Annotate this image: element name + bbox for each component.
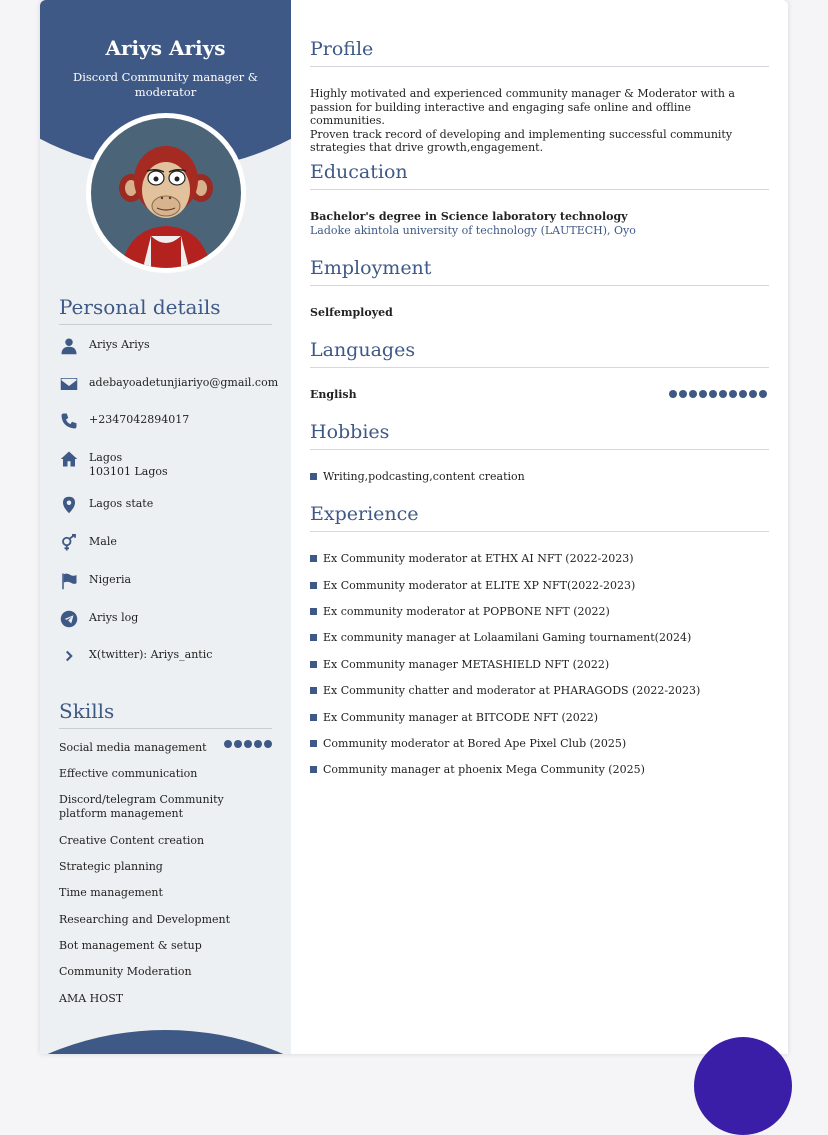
experience-text: Ex community manager at Lolaamilani Gaming tournament(2024) (323, 631, 692, 644)
language-rating-dot (759, 390, 767, 398)
experience-text: Ex community moderator at POPBONE NFT (2022) (323, 605, 610, 618)
gender-icon (59, 533, 79, 553)
detail-twitter-text: X(twitter): Ariys_antic (89, 648, 213, 661)
experience-item (310, 658, 769, 671)
employment-item: Selfemployed (310, 306, 393, 319)
profile-text (310, 87, 750, 155)
skill-rating-dot (264, 740, 272, 748)
personal-details-heading: Personal details (59, 295, 272, 325)
detail-email[interactable] (59, 374, 279, 394)
email-icon (59, 374, 79, 394)
resume-page (40, 0, 788, 1054)
experience-item (310, 579, 769, 592)
experience-item (310, 605, 769, 618)
experience-text: Ex Community manager at BITCODE NFT (2022) (323, 711, 599, 724)
bullet-square (310, 582, 317, 589)
skill-item: AMA HOST (59, 992, 124, 1005)
experience-item (310, 711, 769, 724)
flag-icon (59, 571, 79, 591)
bullet-square (310, 687, 317, 694)
education-school: Ladoke akintola university of technology (LAUTECH), Oyo (310, 224, 636, 237)
avatar (86, 113, 246, 273)
detail-telegram-text: Ariys log (89, 611, 139, 624)
person-icon (59, 336, 79, 356)
detail-country-text: Nigeria (89, 573, 132, 586)
skill-item: Social media management (59, 741, 207, 754)
experience-item (310, 684, 769, 697)
skill-item: Effective communication (59, 767, 198, 780)
candidate-role: Discord Community manager & moderator (72, 70, 259, 99)
bullet-square (310, 714, 317, 721)
ape-avatar-image (91, 118, 241, 268)
experience-text: Ex Community chatter and moderator at PHARAGODS (2022-2023) (323, 684, 701, 697)
detail-twitter[interactable] (59, 646, 274, 666)
language-rating-dot (679, 390, 687, 398)
language-rating-dot (709, 390, 717, 398)
experience-item (310, 763, 769, 776)
language-rating-dot (749, 390, 757, 398)
language-name: English (310, 388, 357, 401)
hobby-item (310, 470, 769, 483)
skill-item: Creative Content creation (59, 834, 205, 847)
sidebar (40, 0, 291, 1054)
skill-rating-dot (234, 740, 242, 748)
detail-address-text: Lagos 103101 Lagos (89, 451, 168, 478)
home-icon (59, 449, 79, 469)
language-rating-dot (739, 390, 747, 398)
telegram-icon (59, 609, 79, 629)
phone-icon (59, 411, 79, 431)
skill-item: Time management (59, 886, 163, 899)
hobby-text: Writing,podcasting,content creation (323, 470, 525, 483)
profile-paragraph-1: Highly motivated and experienced community manager & Moderator with a passion for building interactive and engaging safe online and offline communities. (310, 87, 735, 127)
skill-rating-dot (254, 740, 262, 748)
skill-item: Strategic planning (59, 860, 163, 873)
experience-text: Community manager at phoenix Mega Community (2025) (323, 763, 645, 776)
skill-rating-dot (244, 740, 252, 748)
detail-country (59, 571, 274, 591)
language-rating-dot (719, 390, 727, 398)
detail-name (59, 336, 274, 356)
language-rating-dot (699, 390, 707, 398)
detail-state-text: Lagos state (89, 497, 154, 510)
location-pin-icon (59, 495, 79, 515)
detail-telegram[interactable] (59, 609, 274, 629)
bullet-square (310, 740, 317, 747)
languages-heading: Languages (310, 339, 769, 368)
skill-item: Discord/telegram Community platform management (59, 793, 224, 820)
detail-email-text: adebayoadetunjiariyo@gmail.com (89, 376, 279, 389)
candidate-name: Ariys Ariys (105, 36, 226, 60)
detail-name-text: Ariys Ariys (89, 338, 150, 351)
bullet-square (310, 473, 317, 480)
experience-heading: Experience (310, 503, 769, 532)
experience-item (310, 631, 769, 644)
detail-gender (59, 533, 274, 553)
floating-action-button[interactable] (694, 1037, 792, 1135)
language-rating-dot (689, 390, 697, 398)
detail-state (59, 495, 274, 515)
bullet-square (310, 634, 317, 641)
detail-address (59, 449, 274, 478)
experience-text: Ex Community moderator at ELITE XP NFT(2022-2023) (323, 579, 636, 592)
education-degree: Bachelor's degree in Science laboratory technology (310, 210, 628, 223)
sidebar-footer-shape (40, 1030, 291, 1054)
skill-item: Bot management & setup (59, 939, 202, 952)
experience-text: Community moderator at Bored Ape Pixel Club (2025) (323, 737, 627, 750)
hobbies-heading: Hobbies (310, 421, 769, 450)
skill-rating (224, 740, 272, 748)
experience-text: Ex Community moderator at ETHX AI NFT (2022-2023) (323, 552, 634, 565)
bullet-square (310, 555, 317, 562)
employment-heading: Employment (310, 257, 769, 286)
language-rating-dot (729, 390, 737, 398)
experience-text: Ex Community manager METASHIELD NFT (2022) (323, 658, 610, 671)
detail-phone-text: +2347042894017 (89, 413, 190, 426)
chevron-right-icon (59, 646, 79, 666)
experience-item (310, 552, 769, 565)
bullet-square (310, 766, 317, 773)
language-rating-dot (669, 390, 677, 398)
skill-item: Researching and Development (59, 913, 231, 926)
detail-phone[interactable] (59, 411, 274, 431)
bullet-square (310, 661, 317, 668)
education-heading: Education (310, 161, 769, 190)
detail-gender-text: Male (89, 535, 117, 548)
profile-paragraph-2: Proven track record of developing and implementing successful community strategies that drive growth,engagement. (310, 127, 733, 154)
bullet-square (310, 608, 317, 615)
language-rating (669, 390, 767, 398)
skill-rating-dot (224, 740, 232, 748)
profile-heading: Profile (310, 38, 769, 67)
skills-heading: Skills (59, 699, 272, 729)
experience-item (310, 737, 769, 750)
skill-item: Community Moderation (59, 965, 192, 978)
